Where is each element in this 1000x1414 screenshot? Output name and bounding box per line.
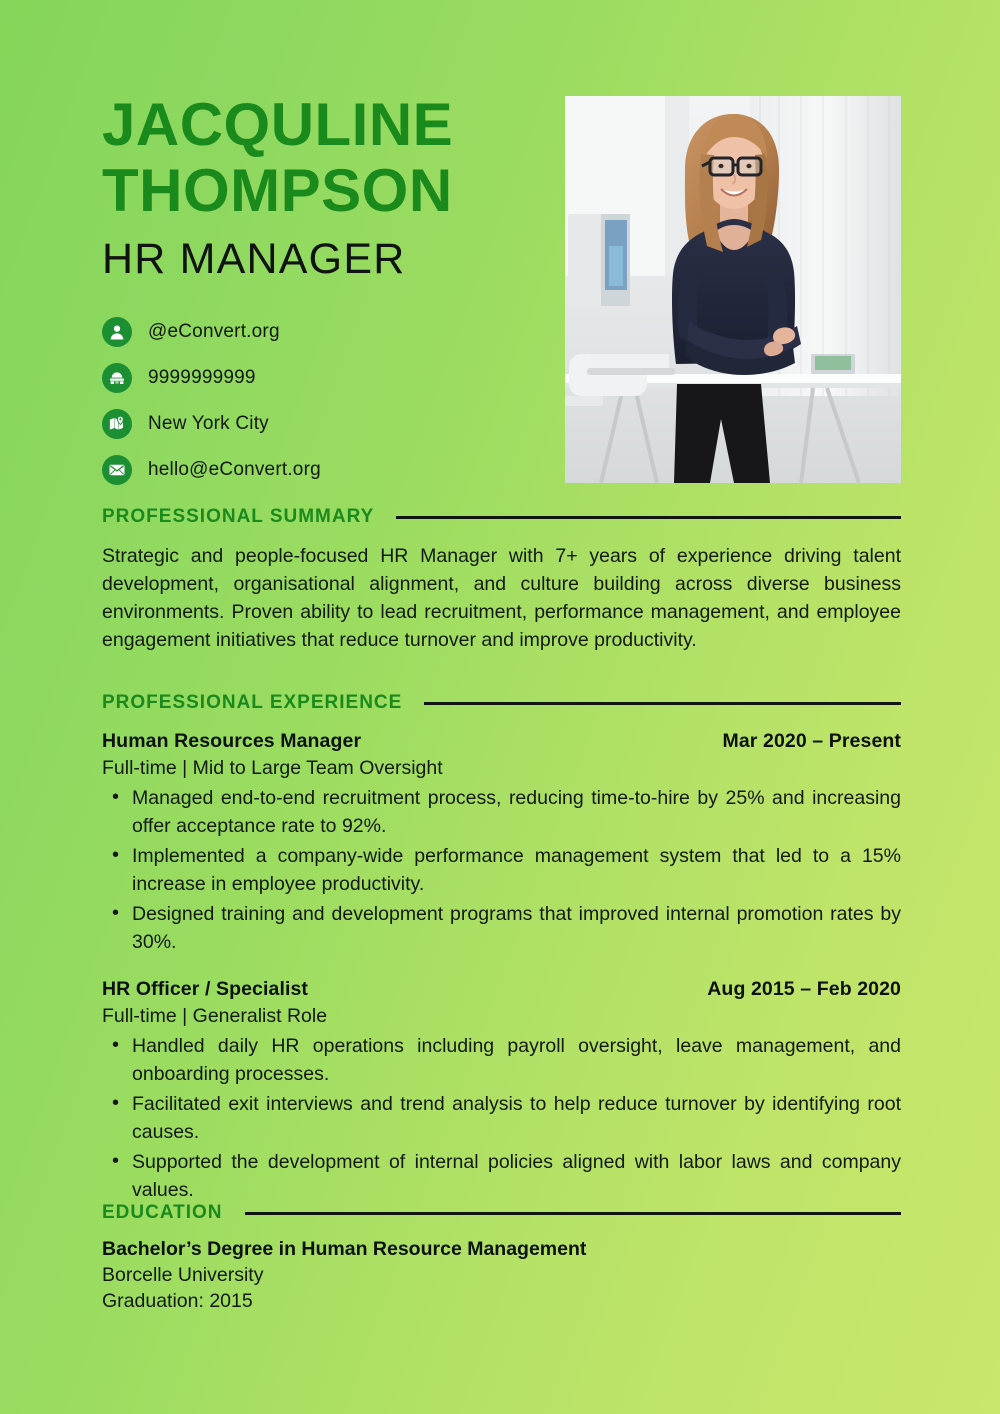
experience-date: Mar 2020 – Present <box>722 730 901 752</box>
section-divider <box>424 702 901 705</box>
contact-item-email[interactable] <box>102 448 542 492</box>
experience-role: HR Officer / Specialist <box>102 978 309 1000</box>
contact-item-location[interactable] <box>102 402 542 446</box>
contact-email-text: hello@eConvert.org <box>148 459 321 480</box>
experience-bullet: • Supported the development of internal policies aligned with labor laws and company values. <box>132 1148 901 1204</box>
job-title: HR MANAGER <box>102 235 406 283</box>
contact-phone-text: 9999999999 <box>148 367 256 388</box>
experience-bullet: • Facilitated exit interviews and trend analysis to help reduce turnover by identifying root causes. <box>132 1090 901 1146</box>
envelope-icon <box>102 455 132 485</box>
contact-item-website[interactable] <box>102 310 542 354</box>
experience-role: Human Resources Manager <box>102 730 362 752</box>
section-title-education: EDUCATION <box>102 1202 223 1223</box>
person-icon <box>102 317 132 347</box>
experience-bullets <box>102 1032 901 1204</box>
contact-website-text: @eConvert.org <box>148 321 280 342</box>
section-professional-experience <box>102 692 901 1204</box>
experience-entry <box>102 978 901 1204</box>
last-name: THOMPSON <box>102 157 453 224</box>
experience-entry-header <box>102 978 901 1001</box>
section-title-summary: PROFESSIONAL SUMMARY <box>102 506 375 527</box>
profile-photo <box>565 96 901 483</box>
section-header <box>102 506 901 528</box>
summary-paragraph: Strategic and people-focused HR Manager with 7+ years of experience driving talent development, organisational alignment, and culture building across diverse business environments. Proven ability to lead recruitment, performance management, and employee engagement initiatives that reduce turnover and improve productivity. <box>102 545 901 651</box>
experience-bullet: • Handled daily HR operations including payroll oversight, leave management, and onboarding processes. <box>132 1032 901 1088</box>
section-header <box>102 692 901 714</box>
contact-item-phone[interactable] <box>102 356 542 400</box>
experience-meta: Full-time | Generalist Role <box>102 1005 328 1027</box>
section-divider <box>396 516 901 519</box>
experience-bullet: • Implemented a company-wide performance management system that led to a 15% increase in employee productivity. <box>132 842 901 898</box>
education-school: Borcelle University <box>102 1264 264 1286</box>
section-education <box>102 1202 901 1313</box>
first-name: JACQULINE <box>102 91 454 158</box>
experience-entry-header <box>102 730 901 753</box>
map-pin-icon <box>102 409 132 439</box>
experience-date: Aug 2015 – Feb 2020 <box>707 978 901 1000</box>
section-header <box>102 1202 901 1224</box>
contact-list <box>102 310 542 494</box>
section-title-experience: PROFESSIONAL EXPERIENCE <box>102 692 403 713</box>
phone-icon <box>102 363 132 393</box>
section-divider <box>245 1212 901 1215</box>
section-professional-summary <box>102 506 901 654</box>
experience-entry <box>102 730 901 956</box>
resume-header <box>102 92 552 286</box>
contact-location-text: New York City <box>148 413 269 434</box>
experience-bullet: • Designed training and development programs that improved internal promotion rates by 30%. <box>132 900 901 956</box>
experience-meta: Full-time | Mid to Large Team Oversight <box>102 757 443 779</box>
education-graduation: Graduation: 2015 <box>102 1290 253 1312</box>
experience-bullets <box>102 784 901 956</box>
experience-bullet: • Managed end-to-end recruitment process, reducing time-to-hire by 25% and increasing offer acceptance rate to 92%. <box>132 784 901 840</box>
education-degree: Bachelor’s Degree in Human Resource Management <box>102 1238 587 1260</box>
